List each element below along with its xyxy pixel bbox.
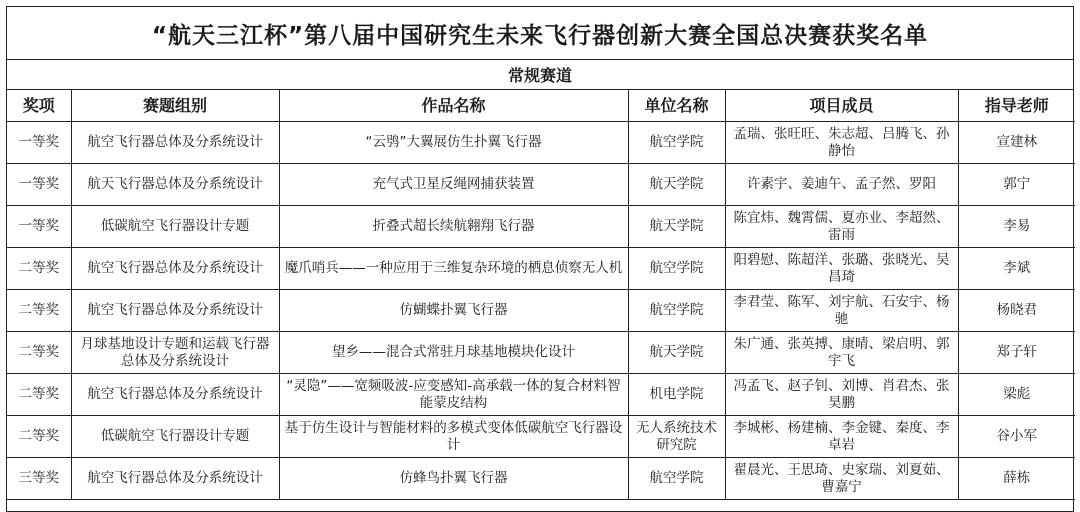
table-row — [7, 122, 1075, 164]
header-members: 项目成员 — [725, 90, 958, 122]
cell-members: 李君莹、陈军、刘宇航、石安宇、杨驰 — [725, 290, 958, 332]
header-award: 奖项 — [7, 90, 71, 122]
cell-award: 二等奖 — [7, 290, 71, 332]
cell-unit: 航天学院 — [628, 164, 725, 206]
cell-advisor: 郑子轩 — [958, 332, 1075, 374]
cell-award: 二等奖 — [7, 332, 71, 374]
cell-work: 仿蜂鸟扑翼飞行器 — [279, 458, 628, 500]
table-row — [7, 374, 1075, 416]
cell-work: 魔爪哨兵——一种应用于三维复杂环境的栖息侦察无人机 — [279, 248, 628, 290]
table-row — [7, 248, 1075, 290]
cell-members: 陈宜炜、魏霄儒、夏亦业、李超然、雷雨 — [725, 206, 958, 248]
award-table — [7, 90, 1075, 500]
header-group: 赛题组别 — [71, 90, 279, 122]
cell-work: 仿蝴蝶扑翼飞行器 — [279, 290, 628, 332]
table-row — [7, 416, 1075, 458]
table-row — [7, 206, 1075, 248]
table-row — [7, 332, 1075, 374]
section-heading: 常规赛道 — [7, 60, 1073, 90]
cell-advisor: 谷小军 — [958, 416, 1075, 458]
table-row — [7, 290, 1075, 332]
cell-advisor: 宣建林 — [958, 122, 1075, 164]
cell-award: 一等奖 — [7, 164, 71, 206]
header-unit: 单位名称 — [628, 90, 725, 122]
cell-work: “灵隐”——宽频吸波-应变感知-高承载一体的复合材料智能蒙皮结构 — [279, 374, 628, 416]
cell-advisor: 李易 — [958, 206, 1075, 248]
cell-work: 折叠式超长续航翱翔飞行器 — [279, 206, 628, 248]
cell-members: 孟瑞、张旺旺、朱志超、吕腾飞、孙静怡 — [725, 122, 958, 164]
cell-advisor: 杨晓君 — [958, 290, 1075, 332]
cell-unit: 航空学院 — [628, 458, 725, 500]
header-advisor: 指导老师 — [958, 90, 1075, 122]
cell-work: 望乡——混合式常驻月球基地模块化设计 — [279, 332, 628, 374]
award-list-sheet — [6, 6, 1074, 512]
cell-members: 阳碧慰、陈超洋、张璐、张晓光、吴昌琦 — [725, 248, 958, 290]
cell-award: 一等奖 — [7, 206, 71, 248]
cell-award: 三等奖 — [7, 458, 71, 500]
cell-advisor: 李斌 — [958, 248, 1075, 290]
header-work: 作品名称 — [279, 90, 628, 122]
cell-members: 朱广通、张英搏、康晴、梁启明、郭宇飞 — [725, 332, 958, 374]
document-title: “航天三江杯”第八届中国研究生未来飞行器创新大赛全国总决赛获奖名单 — [7, 7, 1073, 60]
cell-award: 二等奖 — [7, 248, 71, 290]
cell-award: 一等奖 — [7, 122, 71, 164]
cell-advisor: 薛栋 — [958, 458, 1075, 500]
cell-group: 航空飞行器总体及分系统设计 — [71, 374, 279, 416]
cell-unit: 无人系统技术研究院 — [628, 416, 725, 458]
cell-work: “云鸮”大翼展仿生扑翼飞行器 — [279, 122, 628, 164]
table-row — [7, 164, 1075, 206]
cell-work: 基于仿生设计与智能材料的多模式变体低碳航空飞行器设计 — [279, 416, 628, 458]
cell-award: 二等奖 — [7, 374, 71, 416]
cell-group: 低碳航空飞行器设计专题 — [71, 416, 279, 458]
cell-group: 低碳航空飞行器设计专题 — [71, 206, 279, 248]
cell-group: 月球基地设计专题和运载飞行器总体及分系统设计 — [71, 332, 279, 374]
cell-group: 航空飞行器总体及分系统设计 — [71, 248, 279, 290]
cell-unit: 航空学院 — [628, 248, 725, 290]
cell-unit: 航天学院 — [628, 206, 725, 248]
cell-group: 航天飞行器总体及分系统设计 — [71, 164, 279, 206]
cell-members: 冯孟飞、赵子钊、刘博、肖君杰、张昊鹏 — [725, 374, 958, 416]
cell-members: 许素宇、姜迪午、孟子然、罗阳 — [725, 164, 958, 206]
table-header-row — [7, 90, 1075, 122]
cell-unit: 航天学院 — [628, 332, 725, 374]
cell-unit: 航空学院 — [628, 290, 725, 332]
cell-advisor: 郭宁 — [958, 164, 1075, 206]
cell-unit: 机电学院 — [628, 374, 725, 416]
cell-members: 翟晨光、王思琦、史家瑞、刘夏茹、曹嘉宁 — [725, 458, 958, 500]
cell-work: 充气式卫星反绳网捕获装置 — [279, 164, 628, 206]
cell-group: 航空飞行器总体及分系统设计 — [71, 122, 279, 164]
cell-unit: 航空学院 — [628, 122, 725, 164]
cell-group: 航空飞行器总体及分系统设计 — [71, 458, 279, 500]
cell-group: 航空飞行器总体及分系统设计 — [71, 290, 279, 332]
table-row — [7, 458, 1075, 500]
cell-advisor: 梁彪 — [958, 374, 1075, 416]
cell-award: 二等奖 — [7, 416, 71, 458]
cell-members: 李城彬、杨建楠、李金键、秦度、李卓岩 — [725, 416, 958, 458]
